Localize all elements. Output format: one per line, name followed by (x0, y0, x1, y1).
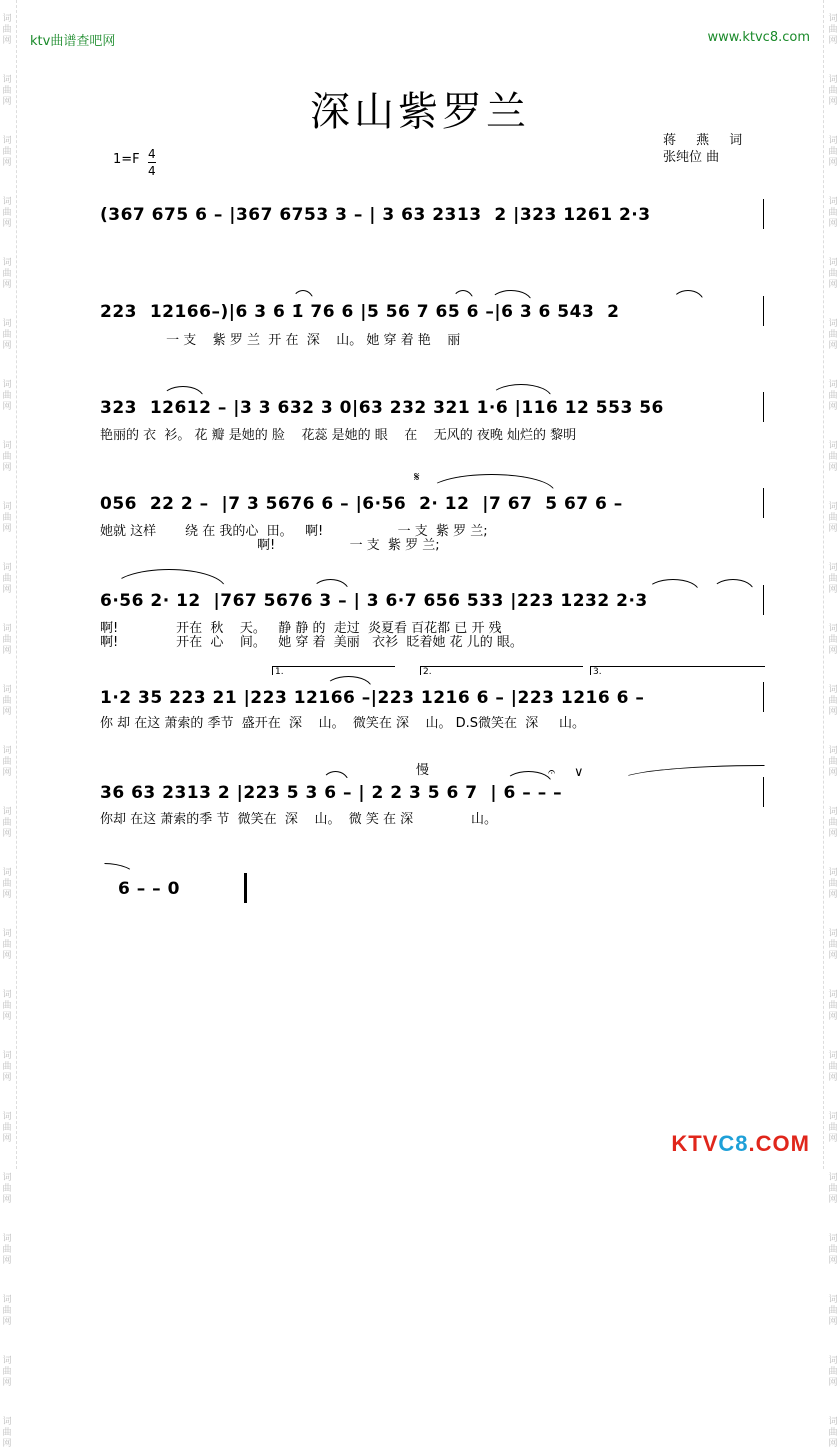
watermark-text: 词 曲 网 (828, 746, 838, 778)
tie-arc (312, 579, 349, 591)
watermark-text: 词 曲 网 (2, 502, 12, 534)
watermark-text: 词 曲 网 (2, 1295, 12, 1327)
notes-line: 1·2 35 223 21 |223 12166 –|223 1216 6 – |223 1216 6 – (100, 688, 645, 708)
watermark-text: 词 曲 网 (2, 441, 12, 473)
song-title: 深山紫罗兰 (310, 89, 530, 135)
site-url[interactable]: www.ktvc8.com (707, 30, 810, 45)
watermark-text: 词 曲 网 (2, 807, 12, 839)
watermark-text: 词 曲 网 (2, 1234, 12, 1266)
watermark-text: 词 曲 网 (2, 1051, 12, 1083)
tie-arc (325, 676, 372, 688)
breath-mark: ∨ (574, 765, 584, 780)
watermark-text: 词 曲 网 (828, 197, 838, 229)
volta-2: 2. (420, 666, 583, 675)
time-bottom: 4 (148, 164, 156, 178)
barline (763, 682, 764, 712)
lyrics-line: 啊! 开在 秋 天。 静 静 的 走过 炎夏看 百花都 已 开 残 (100, 621, 502, 636)
composer: 张纯位 曲 (663, 150, 720, 165)
watermark-text: 词 曲 网 (828, 441, 838, 473)
notes-line: 323 12612 – |3 3 632 3 0|63 232 321 1·6 |116 12 553 56 (100, 398, 664, 418)
watermark-text: 词 曲 网 (2, 136, 12, 168)
tie-arc-end (104, 863, 136, 877)
watermark-text: 词 曲 网 (828, 685, 838, 717)
lyrics-line: 一 支 紫 罗 兰 开 在 深 山。 她 穿 着 艳 丽 (100, 333, 461, 348)
lyrics-line: 你却 在这 萧索的季 节 微笑在 深 山。 微 笑 在 深 山。 (100, 812, 497, 827)
watermark-text: 词 曲 网 (2, 685, 12, 717)
left-dashed-line (16, 0, 17, 1169)
barline (763, 488, 764, 518)
watermark-text: 词 曲 网 (828, 1173, 838, 1205)
watermark-text: 词 曲 网 (2, 624, 12, 656)
logo-part-2: C8 (718, 1131, 749, 1156)
barline (763, 777, 764, 807)
tie-arc (292, 290, 314, 302)
watermark-text: 词 曲 网 (2, 258, 12, 290)
watermark-text: 词 曲 网 (828, 1234, 838, 1266)
watermark-text: 词 曲 网 (2, 1112, 12, 1144)
fermata-sign: 𝄐 (548, 765, 556, 780)
watermark-text: 词 曲 网 (2, 1173, 12, 1205)
barline (763, 199, 764, 229)
watermark-text: 词 曲 网 (828, 868, 838, 900)
watermark-text: 词 曲 网 (2, 380, 12, 412)
logo-part-1: KTV (671, 1131, 719, 1156)
lyrics-line: 你 却 在这 萧索的 季节 盛开在 深 山。 微笑在 深 山。 D.S微笑在 深 山。 (100, 716, 585, 731)
notes-line: (367 675 6 – |367 6753 3 – | 3 63 2313 2 |323 1261 2·3 (100, 205, 651, 225)
site-logo[interactable] (671, 1131, 810, 1157)
slur-arc (112, 569, 226, 589)
tie-arc (490, 384, 552, 398)
volta-3: 3. (590, 666, 765, 675)
watermark-text: 词 曲 网 (828, 14, 838, 46)
segno-sign: 𝄋 (414, 470, 420, 485)
watermark-text: 词 曲 网 (828, 75, 838, 107)
watermark-text: 词 曲 网 (828, 1112, 838, 1144)
notes-line: 6·56 2· 12 |767 5676 3 – | 3 6·7 656 533 |223 1232 2·3 (100, 591, 648, 611)
watermark-text: 词 曲 网 (828, 1295, 838, 1327)
watermark-text: 词 曲 网 (828, 258, 838, 290)
watermark-text: 词 曲 网 (828, 929, 838, 961)
watermark-text: 词 曲 网 (2, 868, 12, 900)
logo-part-3: .COM (748, 1131, 810, 1156)
time-top: 4 (148, 147, 156, 161)
key-signature: 1=F (113, 152, 140, 167)
lyrics-line: 她就 这样 绕 在 我的心 田。 啊! 一 支 紫 罗 兰; (100, 524, 488, 539)
right-dashed-line (823, 0, 824, 1169)
watermark-text: 词 曲 网 (2, 929, 12, 961)
watermark-text: 词 曲 网 (828, 502, 838, 534)
site-name[interactable]: ktv曲谱查吧网 (30, 34, 116, 49)
watermark-text: 词 曲 网 (828, 319, 838, 351)
watermark-text: 词 曲 网 (828, 807, 838, 839)
barline (763, 296, 764, 326)
watermark-text: 词 曲 网 (828, 563, 838, 595)
time-signature (148, 146, 156, 179)
watermark-text: 词 曲 网 (2, 746, 12, 778)
tie-arc (712, 579, 754, 591)
watermark-text: 词 曲 网 (2, 563, 12, 595)
tie-arc (490, 290, 532, 302)
tie-arc-long (618, 765, 765, 781)
final-barline (244, 873, 247, 903)
watermark-text: 词 曲 网 (828, 624, 838, 656)
tie-arc (505, 771, 552, 783)
tie-arc (322, 771, 349, 783)
lyrics-line-2: 啊! 一 支 紫 罗 兰; (100, 538, 440, 553)
notes-line: 223 12166–)|6 3 6 1̇ 76 6 |5 56 7 65 6 –|6 3 6 543 2 (100, 302, 620, 322)
watermark-text: 词 曲 网 (2, 1356, 12, 1388)
watermark-text: 词 曲 网 (828, 1051, 838, 1083)
right-watermark-column (826, 0, 840, 1449)
credits (663, 132, 750, 166)
tie-arc (452, 290, 474, 302)
tie-arc (672, 290, 704, 302)
lyrics-line: 艳丽的 衣 衫。 花 瓣 是她的 脸 花蕊 是她的 眼 在 无风的 夜晚 灿烂的 黎明 (100, 428, 577, 443)
notes-line: 36 63 2313 2 |223 5 3 6 – | 2 2 3 5 6 7 | 6 – – – (100, 783, 563, 803)
watermark-text: 词 曲 网 (2, 75, 12, 107)
lyricist: 蒋 燕 词 (663, 133, 751, 148)
watermark-text: 词 曲 网 (828, 1356, 838, 1388)
watermark-text: 词 曲 网 (828, 1417, 838, 1449)
watermark-text: 词 曲 网 (2, 197, 12, 229)
watermark-text: 词 曲 网 (2, 14, 12, 46)
watermark-text: 词 曲 网 (2, 990, 12, 1022)
volta-1: 1. (272, 666, 395, 675)
left-watermark-column (0, 0, 14, 1449)
tie-arc (647, 579, 699, 591)
tie-arc (162, 386, 204, 398)
watermark-text: 词 曲 网 (2, 319, 12, 351)
tempo-marking: 慢 (416, 763, 430, 778)
lyrics-line-2: 啊! 开在 心 间。 她 穿 着 美丽 衣衫 眨着她 花 儿的 眼。 (100, 635, 523, 650)
watermark-text: 词 曲 网 (2, 1417, 12, 1449)
notes-line: 056 22 2 – |7 3 5676 6 – |6·56 2· 12 |7 67 5 67 6 – (100, 494, 623, 514)
watermark-text: 词 曲 网 (828, 136, 838, 168)
watermark-text: 词 曲 网 (828, 990, 838, 1022)
notes-line: 6 – – 0 (118, 879, 180, 899)
barline (763, 392, 764, 422)
watermark-text: 词 曲 网 (828, 380, 838, 412)
slur-arc (428, 474, 555, 492)
barline (763, 585, 764, 615)
